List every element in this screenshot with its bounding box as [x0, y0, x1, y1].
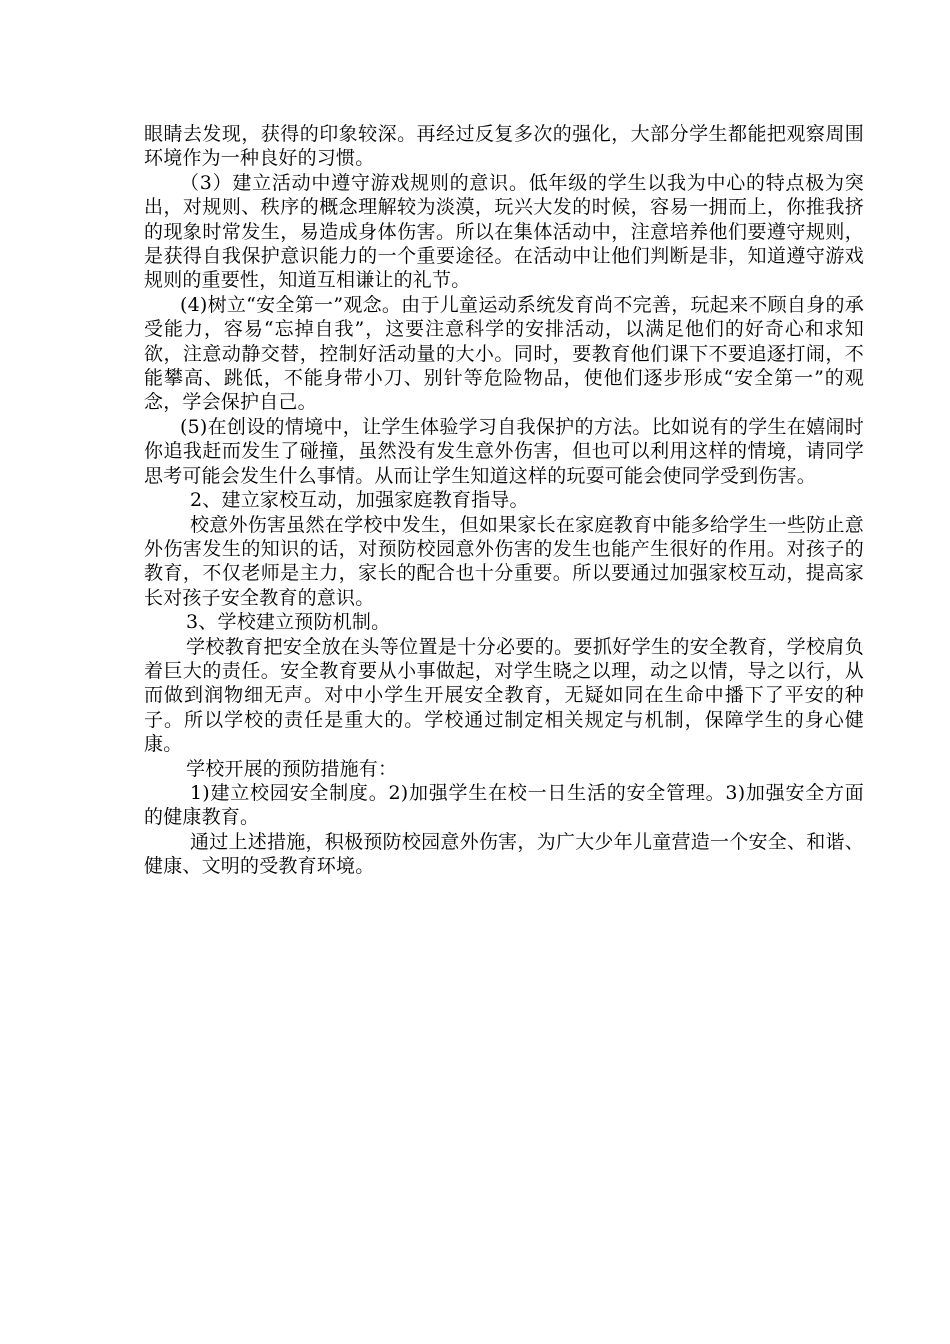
paragraph-continuation: 眼睛去发现，获得的印象较深。再经过反复多次的强化，大部分学生都能把观察周围环境作为一种良好的习惯。: [144, 123, 864, 170]
paragraph-item-4: (4)树立“安全第一”观念。由于儿童运动系统发育尚不完善，玩起来不顾自身的承受能力，容易“忘掉自我”，这要注意科学的安排活动，以满足他们的好奇心和求知欲，注意动静交替，控制好活动量的大小。同时，要教育他们课下不要追逐打闹，不能攀高、跳低，不能身带小刀、别针等危险物品，使他们逐步形成“安全第一”的观念，学会保护自己。: [144, 293, 864, 414]
section-heading-3: 3、学校建立预防机制。: [186, 611, 391, 634]
document-body: [144, 122, 864, 879]
paragraph-measures-list: 1)建立校园安全制度。2)加强学生在校一日生活的安全管理。3)加强安全方面的健康教育。: [144, 781, 864, 829]
paragraph-item-3: （3）建立活动中遵守游戏规则的意识。低年级的学生以我为中心的特点极为突出，对规则、秩序的概念理解较为淡漠，玩兴大发的时候，容易一拥而上，你推我挤的现象时常发生，易造成身体伤害。所以在集体活动中，注意培养他们要遵守规则，是获得自我保护意识能力的一个重要途径。在活动中让他们判断是非，知道遵守游戏规则的重要性，知道互相谦让的礼节。: [144, 171, 864, 292]
paragraph-conclusion: 通过上述措施，积极预防校园意外伤害，为广大少年儿童营造一个安全、和谐、健康、文明的受教育环境。: [144, 830, 864, 878]
paragraph-measures-intro: 学校开展的预防措施有：: [186, 757, 398, 780]
paragraph-home-school: 校意外伤害虽然在学校中发生，但如果家长在家庭教育中能多给学生一些防止意外伤害发生的知识的话，对预防校园意外伤害的发生也能产生很好的作用。对孩子的教育，不仅老师是主力，家长的配合也十分重要。所以要通过加强家校互动，提高家长对孩子安全教育的意识。: [144, 513, 864, 609]
paragraph-school-education: 学校教育把安全放在头等位置是十分必要的。要抓好学生的安全教育，学校肩负着巨大的责任。安全教育要从小事做起，对学生晓之以理，动之以情，导之以行，从而做到润物细无声。对中小学生开展安全教育，无疑如同在生命中播下了平安的种子。所以学校的责任是重大的。学校通过制定相关规定与机制，保障学生的身心健康。: [144, 635, 864, 756]
paragraph-item-5: (5)在创设的情境中，让学生体验学习自我保护的方法。比如说有的学生在嬉闹时你追我赶而发生了碰撞，虽然没有发生意外伤害，但也可以利用这样的情境，请同学思考可能会发生什么事情。从而让学生知道这样的玩耍可能会使同学受到伤害。: [144, 415, 864, 487]
section-heading-2: 2、建立家校互动，加强家庭教育指导。: [190, 489, 529, 512]
